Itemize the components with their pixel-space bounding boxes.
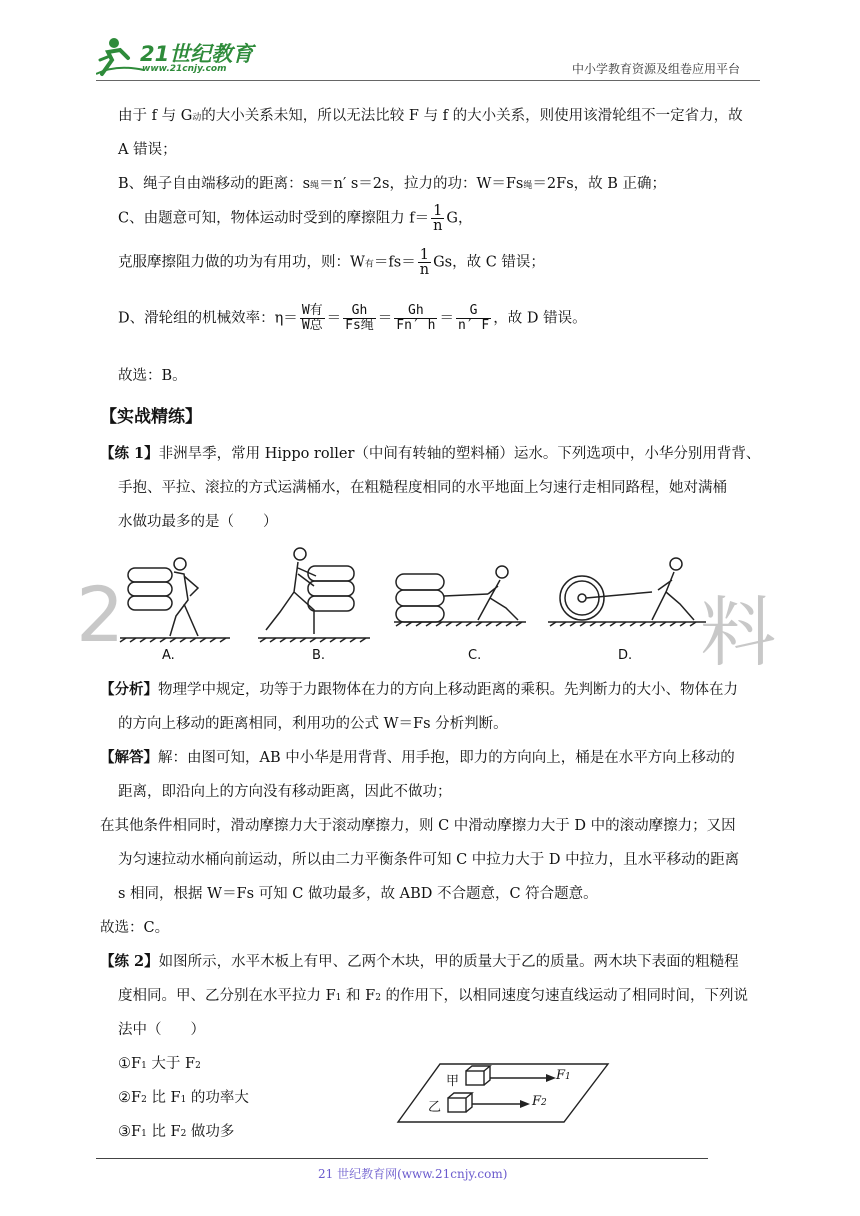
q1-answer-3: 在其他条件相同时，滑动摩擦力大于滚动摩擦力，则 C 中滑动摩擦力大于 D 中的滚动摩擦力；又因 (100, 818, 736, 834)
q1-choice: 故选：C。 (100, 920, 170, 936)
sol-line-1: 由于 f 与 G动的大小关系未知，所以无法比较 F 与 f 的大小关系，则使用该滑轮组不一定省力，故 (118, 108, 743, 124)
sol-line-2: A 错误； (118, 142, 177, 158)
q1-line-1: 【练 1】非洲旱季，常用 Hippo roller（中间有转轴的塑料桶）运水。下列选项中，小华分别用背背、 (100, 445, 761, 462)
sol-line-6: D、滑轮组的机械效率：η＝ $\frac{\text{W有}}{\text{W总}}$ ＝ $\frac{Gh}{\text{Fs绳}}$ ＝ $\frac{Gh}{Fn' h}$ ＝ $\frac{G}{n' F}$ ，故 D 错误。 (118, 303, 587, 333)
q1-analysis-1: 【分析】物理学中规定，功等于力跟物体在力的方向上移动距离的乘积。先判断力的大小、物体在力 (100, 681, 738, 698)
section-title: 【实战精练】 (100, 407, 202, 427)
option-label-b: B. (312, 648, 326, 663)
q2-figure (396, 1060, 610, 1126)
board-diagram (396, 1060, 610, 1126)
sol-line-3: B、绳子自由端移动的距离：s绳＝n′ s＝2s，拉力的功：W＝Fs绳＝2Fs，故 B 正确； (118, 176, 667, 192)
option-label-c: C. (468, 648, 482, 663)
q1-answer-4: 为匀速拉动水桶向前运动，所以由二力平衡条件可知 C 中拉力大于 D 中拉力，且水平移动的距离 (118, 852, 740, 868)
label-f2: F2 (532, 1094, 547, 1109)
q1-analysis-2: 的方向上移动的距离相同，利用功的公式 W＝Fs 分析判断。 (118, 716, 508, 732)
header-divider (96, 80, 760, 81)
q1-line-3: 水做功最多的是（ ） (118, 514, 278, 530)
label-yi: 乙 (428, 1100, 442, 1115)
watermark-right: 料 (700, 588, 776, 677)
site-logo (96, 34, 266, 78)
option-label-d: D. (618, 648, 633, 663)
option-label-a: A. (162, 648, 175, 663)
q1-answer-5: s 相同，根据 W＝Fs 可知 C 做功最多，故 ABD 不合题意，C 符合题意。 (118, 886, 598, 902)
q2-option-2: ②F2 比 F1 的功率大 (118, 1090, 249, 1106)
q2-line-1: 【练 2】如图所示，水平木板上有甲、乙两个木块，甲的质量大于乙的质量。两木块下表面的粗糙程 (100, 953, 739, 970)
label-f1: F1 (556, 1068, 571, 1083)
sol-line-4: C、由题意可知，物体运动时受到的摩擦阻力 f＝ $\frac{1}{n}$ G， (118, 203, 473, 234)
footer-divider (96, 1158, 708, 1159)
platform-name: 中小学教育资源及组卷应用平台 (572, 62, 741, 76)
footer-text: 21 世纪教育网(www.21cnjy.com) (318, 1167, 508, 1181)
sol-line-7: 故选：B。 (118, 368, 187, 384)
label-jia: 甲 (446, 1074, 460, 1089)
watermark-left: 2 (76, 570, 125, 659)
q1-answer-2: 距离，即沿向上的方向没有移动距离，因此不做功； (118, 784, 452, 800)
sol-line-5: 克服摩擦阻力做的功为有用功，则：W有＝fs＝ $\frac{1}{n}$ Gs，故 C 错误； (118, 247, 545, 278)
logo-url: www.21cnjy.com (142, 64, 227, 74)
q2-option-1: ①F1 大于 F2 (118, 1056, 201, 1072)
q2-line-3: 法中（ ） (118, 1022, 205, 1038)
q2-line-2: 度相同。甲、乙分别在水平拉力 F1 和 F2 的作用下，以相同速度匀速直线运动了相同时间，下列说 (118, 988, 749, 1004)
q2-option-3: ③F1 比 F2 做功多 (118, 1124, 235, 1140)
logo-text: 21世纪教育 (140, 42, 254, 66)
q1-answer-1: 【解答】解：由图可知，AB 中小华是用背背、用手抱，即力的方向向上，桶是在水平方向上移动的 (100, 749, 735, 766)
q1-line-2: 手抱、平拉、滚拉的方式运满桶水，在粗糙程度相同的水平地面上匀速行走相同路程，她对满桶 (118, 480, 727, 496)
